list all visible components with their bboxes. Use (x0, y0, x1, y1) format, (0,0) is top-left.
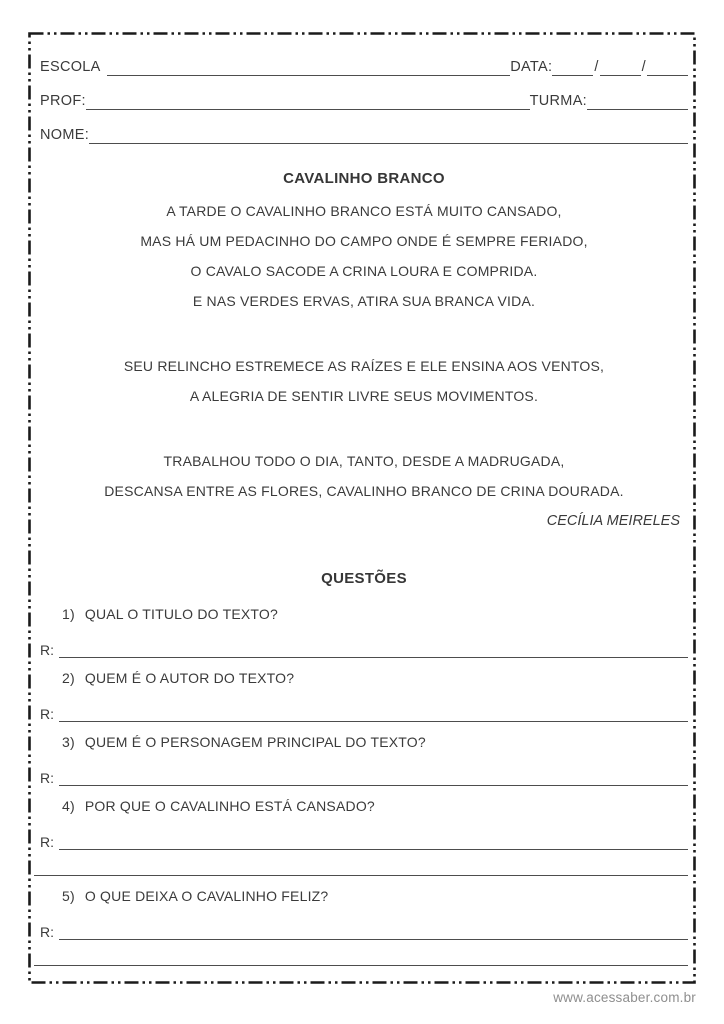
name-blank-line (89, 126, 688, 144)
poem-stanza-2 (40, 351, 688, 411)
answer-blank-line (59, 770, 688, 786)
poem-line: E NAS VERDES ERVAS, ATIRA SUA BRANCA VIDA. (192, 293, 536, 309)
question-5 (40, 886, 688, 906)
answer-label: R: (40, 642, 54, 658)
question-number: 4) (62, 798, 75, 814)
name-label: NOME: (40, 127, 90, 143)
question-number: 1) (62, 606, 75, 622)
prof-blank-line (86, 92, 530, 110)
date-month-blank-line (600, 58, 641, 76)
school-label: ESCOLA (40, 59, 101, 75)
website-url: www.acessaber.com.br (553, 990, 696, 1005)
question-text: POR QUE O CAVALINHO ESTÁ CANSADO? (84, 798, 375, 814)
date-year-blank-line (647, 58, 688, 76)
question-3 (40, 732, 688, 752)
answer-label: R: (40, 706, 54, 722)
answer-blank-line (59, 642, 688, 658)
poem-stanza-1 (40, 196, 688, 316)
answer-blank-line (59, 834, 688, 850)
question-text: QUEM É O AUTOR DO TEXTO? (84, 670, 295, 686)
question-4 (40, 796, 688, 816)
question-number: 5) (62, 888, 75, 904)
question-1 (40, 604, 688, 624)
date-slash: / (641, 59, 646, 75)
answer-row-4 (40, 828, 688, 850)
question-text: O QUE DEIXA O CAVALINHO FELIZ? (84, 888, 329, 904)
date-label: DATA: (510, 59, 553, 75)
header-row-name (40, 110, 688, 144)
poem-title: CAVALINHO BRANCO (283, 170, 445, 187)
date-slash: / (594, 59, 599, 75)
poem-line: DESCANSA ENTRE AS FLORES, CAVALINHO BRANCO DE CRINA DOURADA. (104, 483, 624, 499)
poem-line: A TARDE O CAVALINHO BRANCO ESTÁ MUITO CANSADO, (166, 203, 562, 219)
answer-label: R: (40, 924, 54, 940)
poem-stanza-3 (40, 446, 688, 506)
questions-heading: QUESTÕES (321, 570, 407, 587)
question-2 (40, 668, 688, 688)
header-row-school-date (40, 42, 688, 76)
date-day-blank-line (552, 58, 593, 76)
class-blank-line (587, 92, 688, 110)
header-row-prof-class (40, 76, 688, 110)
school-blank-line (107, 58, 511, 76)
answer-continuation-line (34, 946, 688, 966)
question-number: 2) (62, 670, 75, 686)
poem-line: TRABALHOU TODO O DIA, TANTO, DESDE A MADRUGADA, (163, 453, 565, 469)
worksheet-content (40, 42, 688, 966)
poem-author: CECÍLIA MEIRELES (546, 513, 680, 529)
answer-label: R: (40, 834, 54, 850)
answer-blank-line (59, 706, 688, 722)
answer-row-1 (40, 636, 688, 658)
poem-line: MAS HÁ UM PEDACINHO DO CAMPO ONDE É SEMPRE FERIADO, (140, 233, 588, 249)
answer-row-2 (40, 700, 688, 722)
question-text: QUEM É O PERSONAGEM PRINCIPAL DO TEXTO? (84, 734, 426, 750)
class-label: TURMA: (529, 93, 587, 109)
answer-continuation-line (34, 856, 688, 876)
poem-line: A ALEGRIA DE SENTIR LIVRE SEUS MOVIMENTOS. (189, 388, 539, 404)
answer-label: R: (40, 770, 54, 786)
poem-line: SEU RELINCHO ESTREMECE AS RAÍZES E ELE ENSINA AOS VENTOS, (123, 358, 605, 374)
question-text: QUAL O TITULO DO TEXTO? (84, 606, 278, 622)
answer-row-5 (40, 918, 688, 940)
question-number: 3) (62, 734, 75, 750)
answer-row-3 (40, 764, 688, 786)
poem-line: O CAVALO SACODE A CRINA LOURA E COMPRIDA. (190, 263, 538, 279)
answer-blank-line (59, 924, 688, 940)
prof-label: PROF: (40, 93, 86, 109)
